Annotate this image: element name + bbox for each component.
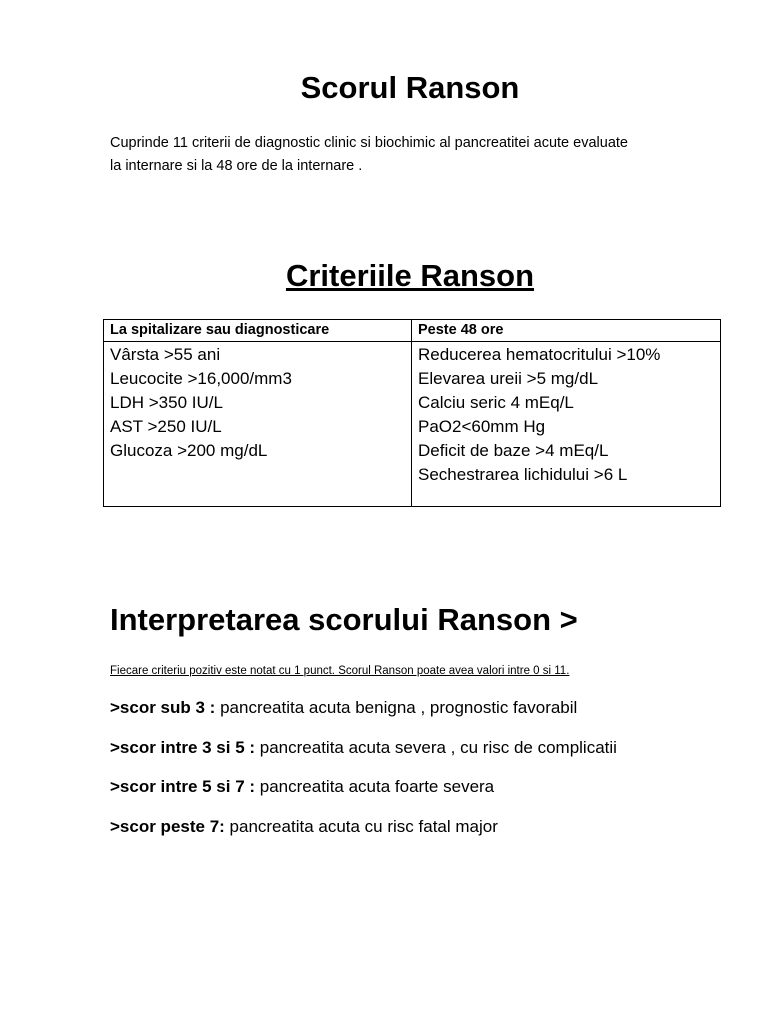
interpretation-title: Interpretarea scorului Ranson > [110,602,578,637]
criteria-item: PaO2<60mm Hg [418,417,546,436]
criteria-section-title: Criteriile Ranson [285,258,535,293]
score-line [110,817,498,837]
score-line [110,777,494,797]
column-header-admission: La spitalizare sau diagnosticare [104,320,412,342]
page-title: Scorul Ranson [300,70,520,105]
criteria-table [103,319,721,507]
score-label: >scor intre 5 si 7 : [110,777,256,796]
criteria-item: AST >250 IU/L [110,417,222,436]
score-line [110,738,617,758]
criteria-item: Elevarea ureii >5 mg/dL [418,369,599,388]
criteria-item: Leucocite >16,000/mm3 [110,369,292,388]
score-description: pancreatita acuta benigna , prognostic favorabil [215,698,578,717]
intro-line: la internare si la 48 ore de la internare . [110,158,363,174]
table-header-row [104,320,721,342]
score-label: >scor intre 3 si 5 : [110,738,256,757]
criteria-item: Vârsta >55 ani [110,345,221,364]
score-label: >scor sub 3 : [110,698,216,717]
intro-line: Cuprinde 11 criterii de diagnostic clinic si biochimic al pancreatitei acute evaluate [110,135,628,151]
interpretation-note: Fiecare criteriu pozitiv este notat cu 1 punct. Scorul Ranson poate avea valori intre 0 si 11. [110,665,570,677]
score-line [110,698,577,718]
criteria-item: Calciu seric 4 mEq/L [418,393,574,412]
criteria-item: Glucoza >200 mg/dL [110,441,268,460]
criteria-item: Sechestrarea lichidului >6 L [418,465,628,484]
score-label: >scor peste 7: [110,817,225,836]
criteria-item: LDH >350 IU/L [110,393,223,412]
criteria-item: Reducerea hematocritului >10% [418,345,661,364]
table-row [104,342,721,507]
score-description: pancreatita acuta severa , cu risc de complicatii [255,738,617,757]
column-header-48h: Peste 48 ore [412,320,721,342]
score-description: pancreatita acuta cu risc fatal major [224,817,498,836]
criteria-item: Deficit de baze >4 mEq/L [418,441,609,460]
after-48h-criteria-cell [412,342,721,507]
score-description: pancreatita acuta foarte severa [255,777,495,796]
intro-paragraph [110,132,730,178]
admission-criteria-cell [104,342,412,507]
